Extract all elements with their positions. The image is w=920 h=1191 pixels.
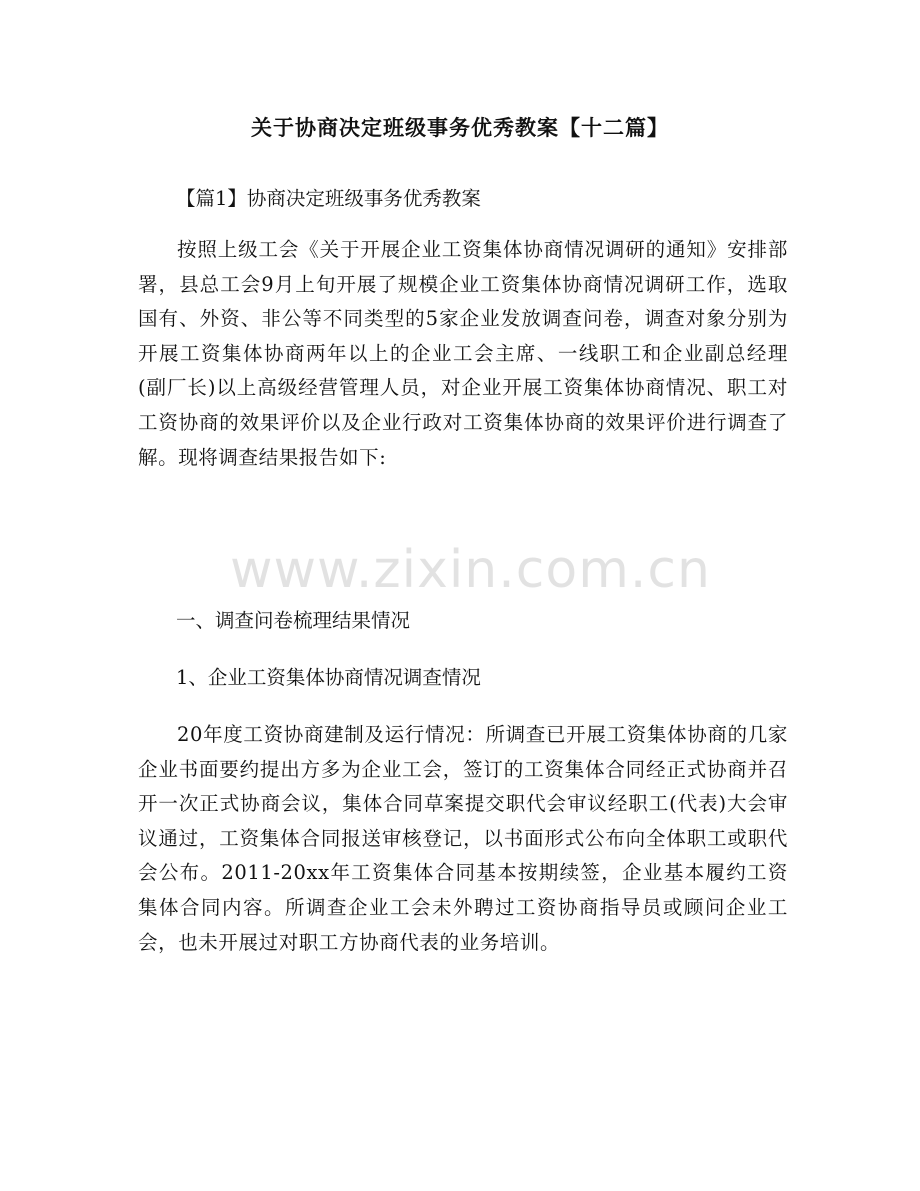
section-heading: 【篇1】协商决定班级事务优秀教案 (176, 187, 481, 210)
subheading-2: 1、企业工资集体协商情况调查情况 (176, 666, 481, 689)
document-title: 关于协商决定班级事务优秀教案【十二篇】 (251, 116, 669, 140)
subheading-1: 一、调查问卷梳理结果情况 (176, 609, 411, 632)
watermark: www.zixin.com.cn (230, 540, 711, 600)
body-paragraph-1: 按照上级工会《关于开展企业工资集体协商情况调研的通知》安排部署，县总工会9月上旬开展了规模企业工资集体协商情况调研工作，选取国有、外资、非公等不同类型的5家企业发放调查问卷，调查对象分别为开展工资集体协商两年以上的企业工会主席、一线职工和企业副总经理(副厂长)以上高级经营管理人员，对企业开展工资集体协商情况、职工对工资协商的效果评价以及企业行政对工资集体协商的效果评价进行调查了解。现将调查结果报告如下: (138, 238, 788, 469)
body-paragraph-2: 20年度工资协商建制及运行情况：所调查已开展工资集体协商的几家企业书面要约提出方多为企业工会，签订的工资集体合同经正式协商并召开一次正式协商会议，集体合同草案提交职代会审议经职工(代表)大会审议通过，工资集体合同报送审核登记，以书面形式公布向全体职工或职代会公布。2011-20xx年工资集体合同基本按期续签，企业基本履约工资集体合同内容。所调查企业工会未外聘过工资协商指导员或顾问企业工会，也未开展过对职工方协商代表的业务培训。 (138, 723, 788, 954)
